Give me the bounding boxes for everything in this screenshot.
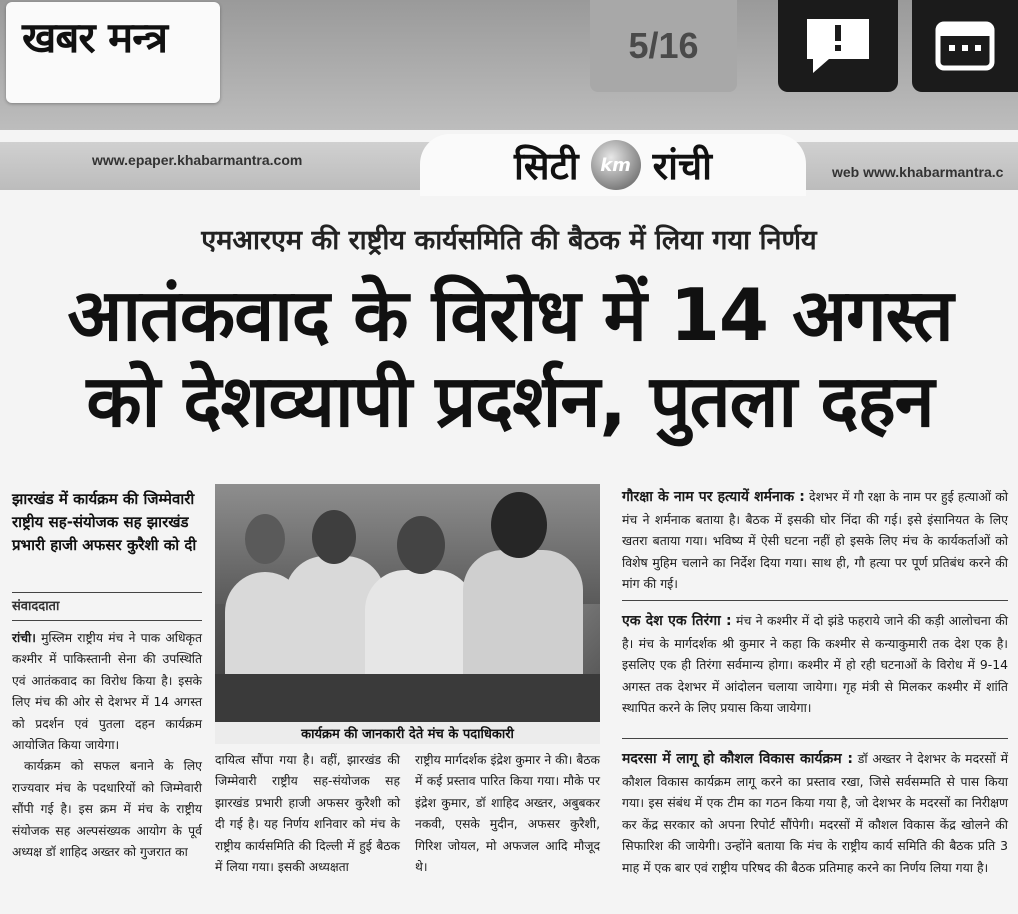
app-top-bar <box>0 0 1018 130</box>
right-section-2-text: मंच ने कश्मीर में दो झंडे फहराये जाने की कड़ी आलोचना की है। मंच के मार्गदर्शक श्री कुमार ने कहा कि कश्मीर से कन्याकुमारी तक देश एक है। इसलिए एक ही तिरंगा सर्वमान्य होगा। कश्मीर में हो रही घटनाओं के विरोध में 9-14 अगस्त तक देशभर में आंदोलन चलाया जायेगा। गृह मंत्री से मिलकर कश्मीर में शांति स्थापित करने के लिए प्रयास किया जायेगा। <box>622 613 1008 716</box>
right-section-3-title: मदरसा में लागू हो कौशल विकास कार्यक्रम : <box>622 751 853 767</box>
headline-line-1: आतंकवाद के विरोध में 14 अगस्त <box>67 273 953 357</box>
right-section-madrasa-skills <box>622 748 1008 879</box>
section-city-label: सिटी <box>514 144 579 188</box>
article-kicker: एमआरएम की राष्ट्रीय कार्यसमिति की बैठक में लिया गया निर्णय <box>201 225 817 256</box>
column-1-paragraph-2: कार्यक्रम को सफल बनाने के लिए राज्यवार मंच के पदधारियों को जिम्मेवारी सौंपी गई है। इस क्रम में मंच के राष्ट्रीय संयोजक सह अल्पसंख्यक आयोग के पूर्व अध्यक्ष डॉ शाहिद अख्तर को गुजरात का <box>12 759 202 860</box>
section-ranchi-label: रांची <box>652 144 712 188</box>
photo-table <box>215 674 600 722</box>
right-section-one-flag <box>622 610 1008 719</box>
right-section-cow-protection <box>622 486 1008 595</box>
site-url-left: www.epaper.khabarmantra.com <box>92 152 303 168</box>
right-section-1-title: गौरक्षा के नाम पर हत्यायें शर्मनाक : <box>622 489 805 505</box>
display-settings-button[interactable] <box>912 0 1018 92</box>
page-counter-label: 5/16 <box>628 25 699 66</box>
divider <box>12 592 202 593</box>
photo-person-4-head <box>491 492 547 558</box>
dateline-place: रांची। <box>12 631 36 645</box>
right-section-3-text: डॉ अख्तर ने देशभर के मदरसों में कौशल विकास कार्यक्रम लागू करने का प्रस्ताव रखा, जिसे सर्वसम्मति से पास किया गया। इस संबंध में एक टीम का गठन किया गया है, जो देशभर के मदरसों का निरीक्षण कर केंद्र सरकार को अपना रिपोर्ट सौंपेगी। मदरसों में कौशल विकास केंद्र खोलने की सिफारिश की जायेगी। उन्होंने बताया कि मंच के राष्ट्रीय कार्य समिति की बैठक प्रति 3 माह में एक बार एवं राष्ट्रीय परिषद की बैठक प्रतिमाह करने का निर्णय लिया गया है। <box>622 751 1008 875</box>
article-byline: संवाददाता <box>12 599 60 614</box>
photo-caption: कार्यक्रम की जानकारी देते मंच के पदाधिकारी <box>215 722 600 744</box>
column-1-text-1: मुस्लिम राष्ट्रीय मंच ने पाक अधिकृत कश्मीर में पाकिस्तानी सेना की उपस्थिति एवं आतंकवाद का विरोध किया है। इसके लिए मंच की ओर से देशभर में 14 अगस्त को प्रदर्शन एवं पुतला दहन कार्यक्रम आयोजित किया जायेगा। <box>12 631 202 753</box>
article-column-2 <box>215 750 400 878</box>
app-logo-text: खबर मन्त्र <box>22 13 168 62</box>
right-section-2-title: एक देश एक तिरंगा : <box>622 613 732 629</box>
article-column-1 <box>12 628 202 863</box>
display-settings-icon <box>935 21 995 71</box>
column-3-text: राष्ट्रीय मार्गदर्शक इंद्रेश कुमार ने की। बैठक में कई प्रस्ताव पारित किया गया। मौके पर इंद्रेश कुमार, डॉ शाहिद अख्तर, अबुबकर नकवी, एसके मुदीन, अफसर कुरैशी, गिरिश जोयल, मो अफजल आदि मौजूद थे। <box>415 753 600 875</box>
photo-person-3-body <box>365 570 475 690</box>
app-logo[interactable] <box>6 2 220 103</box>
column-1-paragraph-1 <box>12 628 202 756</box>
comment-icon <box>803 15 873 77</box>
divider <box>622 600 1008 601</box>
headline-line-2: को देशव्यापी प्रदर्शन, पुतला दहन <box>86 359 934 443</box>
page-counter[interactable] <box>590 0 737 92</box>
site-url-right: web www.khabarmantra.c <box>832 164 1004 180</box>
article-subhead: झारखंड में कार्यक्रम की जिम्मेवारी राष्ट्रीय सह-संयोजक सह झारखंड प्रभारी हाजी अफसर कुरैशी को दी <box>12 490 197 554</box>
article-headline <box>10 272 1010 444</box>
article-column-3 <box>415 750 600 878</box>
photo-person-3-head <box>397 516 445 574</box>
article-photo <box>215 484 600 722</box>
comment-button[interactable] <box>778 0 898 92</box>
km-logo-icon: km <box>591 140 641 190</box>
right-section-1-text: देशभर में गौ रक्षा के नाम पर हुई हत्याओं को मंच ने शर्मनाक बताया है। बैठक में इसकी घोर निंदा की गई। इसे इंसानियत के लिए खतरा बताया गया। भविष्य में ऐसी घटना नहीं हो इसके लिए मंच के कार्यकर्ताओं को विशेष मुहिम चलाने का निर्देश दिया गया। साथ ही, गौ हत्या पर पूर्ण प्रतिबंध करने की मांग की गई। <box>622 489 1008 592</box>
photo-person-1-head <box>245 514 285 564</box>
column-2-text: दायित्व सौंपा गया है। वहीं, झारखंड की जिम्मेवारी राष्ट्रीय सह-संयोजक सह झारखंड प्रभारी हाजी अफसर कुरैशी को दी गई है। यह निर्णय शनिवार को मंच के राष्ट्रीय कार्यसमिति की दिल्ली में हुई बैठक में लिया गया। इसकी अध्यक्षता <box>215 753 400 875</box>
section-banner <box>420 134 806 196</box>
divider <box>622 738 1008 739</box>
photo-person-2-head <box>312 510 356 564</box>
divider <box>12 620 202 621</box>
